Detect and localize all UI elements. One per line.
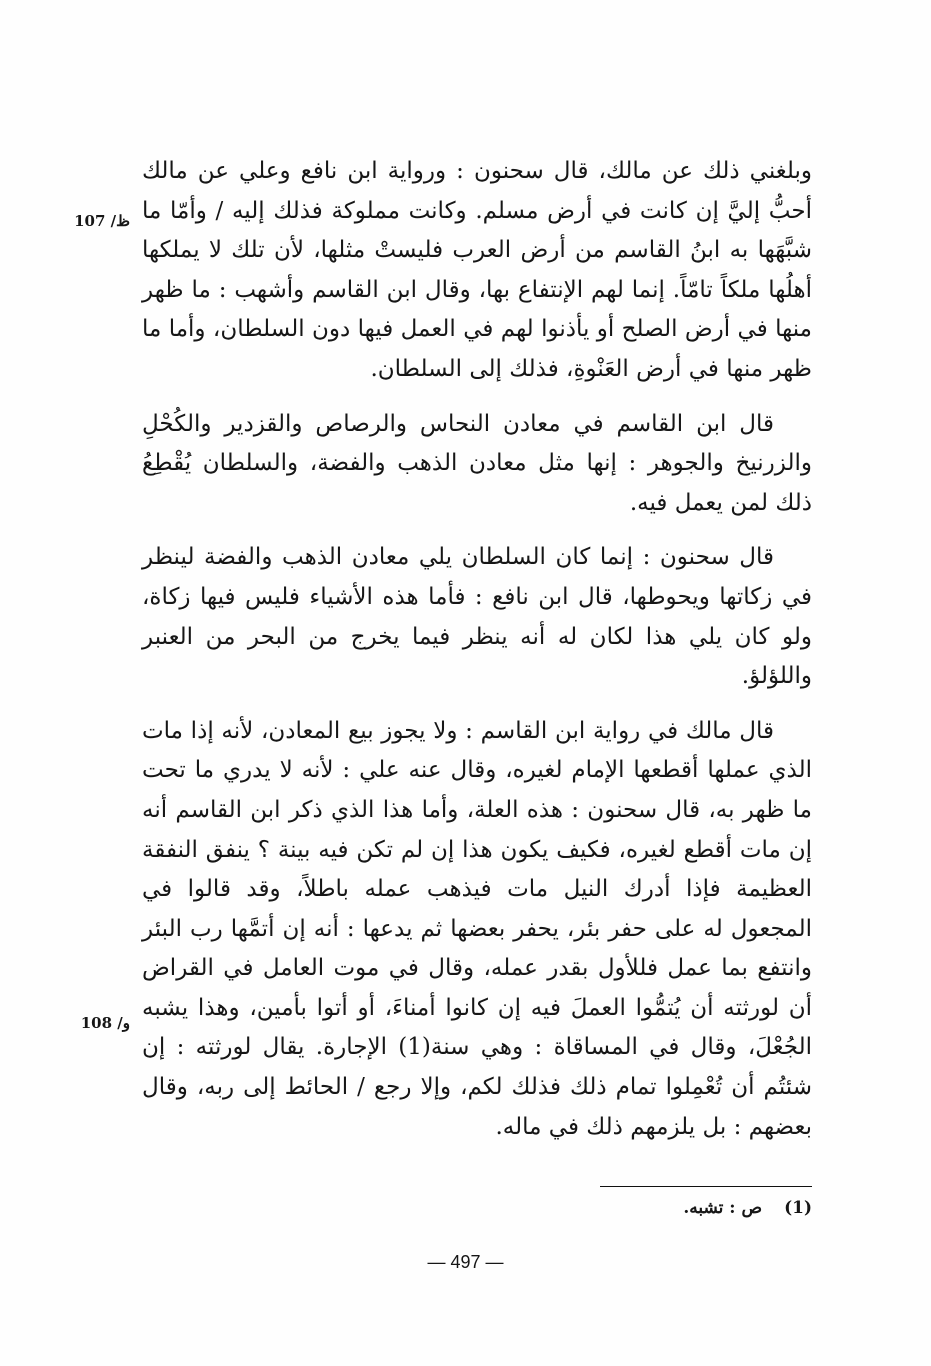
footnote-marker: (1) — [784, 1198, 812, 1218]
main-text — [142, 152, 812, 1147]
footnote-divider — [600, 1186, 812, 1187]
paragraph-4: قال مالك في رواية ابن القاسم : ولا يجوز بيع المعادن، لأنه إذا مات الذي عملها أقطعها الإمام لغيره، وقال عنه علي : لأنه لا يدري ما تحت ما ظهر به، قال سحنون : هذه العلة، وأما هذا الذي ذكر ابن القاسم أنه إن مات أقطع لغيره، فكيف يكون هذا إن لم تكن فيه بينة ؟ ينفق النفقة العظيمة فإذا أدرك النيل مات فيذهب عمله باطلاً، وقد قالوا في المجعول له على حفر بئر، يحفر بعضها ثم يدعها : أنه إن أتمَّها رب البئر وانتفع بما عمل فللأول بقدر عمله، وقال في موت العامل في القراض أن لورثته أن يُتمُّوا العملَ فيه إن كانوا أمناءَ، أو أتوا بأمين، وهذا يشبه الجُعْلَ، وقال في المساقاة : وهي سنة(1) الإجارة. يقال لورثته : إن شئتُم أن تُعْمِلوا تمام ذلك فذلك لكم، وإلا رجع / الحائط إلى ربه، وقال بعضهم : بل يلزمهم ذلك في ماله. — [142, 717, 813, 1140]
paragraph-2: قال ابن القاسم في معادن النحاس والرصاص والقزدير والكُحْلِ والزرنيخ والجوهر : إنها مثل معادن الذهب والفضة، والسلطان يُقْطِعُ ذلك لمن يعمل فيه. — [142, 410, 812, 516]
page-number: — 497 — — [427, 1252, 504, 1272]
folio-marker-107: 107 /ظ — [74, 212, 130, 230]
paragraph-3: قال سحنون : إنما كان السلطان يلي معادن الذهب والفضة لينظر في زكاتها ويحوطها، قال ابن نافع : فأما هذه الأشياء فليس فيها زكاة، ولو كان يلي هذا لكان له أنه ينظر فيما يخرج من البحر من العنبر واللؤلؤ. — [142, 544, 812, 690]
paragraph-1: وبلغني ذلك عن مالك، قال سحنون : ورواية ابن نافع وعلي عن مالك أحبُّ إليَّ إن كانت في أرض مسلم. وكانت مملوكة فذلك إليه / وأمّا ما شبَّهَها به ابنُ القاسم من أرض العرب فليستْ مثلها، لأن تلك لا يملكها أهلُها ملكاً تامّاً. إنما لهم الإنتفاع بها، وقال ابن القاسم وأشهب : ما ظهر منها في أرض الصلح أو يأذنوا لهم في العمل فيها دون السلطان، وأما ما ظهر منها في أرض العَنْوةِ، فذلك إلى السلطان. — [142, 158, 812, 382]
footnote-text: ص : تشبه. — [683, 1198, 763, 1218]
folio-marker-108: 108 /و — [80, 1014, 130, 1032]
footnote — [520, 1198, 812, 1218]
